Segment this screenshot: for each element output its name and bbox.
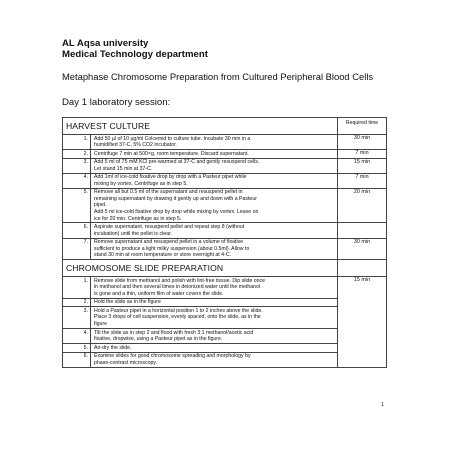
- step-text-line: sufficient to produce a light milky suspension (about 0.5ml). Allow to: [94, 245, 250, 252]
- protocol-table-body: [63, 118, 387, 368]
- step-time: 20 min: [338, 188, 387, 223]
- harvest-step-row: [63, 158, 387, 173]
- step-number: 1.: [63, 135, 91, 150]
- step-number: 4.: [63, 328, 91, 343]
- step-text-line: figure: [94, 321, 107, 328]
- step-text-line: pipet.: [94, 202, 107, 209]
- session-heading: Day 1 laboratory session:: [62, 97, 171, 108]
- step-number: 7.: [63, 238, 91, 260]
- step-text: [91, 298, 338, 307]
- slide-header-time-cell: [338, 260, 387, 277]
- step-number: 2.: [63, 298, 91, 307]
- step-text-line: phase-contrast microscopy.: [94, 359, 158, 366]
- step-text-line: Hold the slide as in the figure: [94, 299, 161, 306]
- step-time: 30 min: [338, 238, 387, 260]
- step-text-line: humidified 37◦C, 5% CO2 incubator.: [94, 142, 177, 149]
- document-title: Metaphase Chromosome Preparation from Cultured Peripheral Blood Cells: [62, 71, 374, 82]
- harvest-step-row: [63, 150, 387, 159]
- harvest-step-row: [63, 188, 387, 223]
- step-text-line: fixative, dropwise, using a Pasteur pipet as in the figure.: [94, 336, 223, 343]
- step-number: 2.: [63, 150, 91, 159]
- harvest-step-row: [63, 223, 387, 238]
- step-text-line: Remove slide from methanol and polish with lint-free tissue. Dip slide once: [94, 277, 265, 284]
- step-text: [91, 150, 338, 159]
- step-text-line: is gone and a thin, uniform film of water covers the slide.: [94, 290, 224, 297]
- step-text-line: Air-dry the slide.: [94, 344, 132, 351]
- step-number: 3.: [63, 307, 91, 329]
- page-number: 1: [381, 402, 385, 408]
- step-text-line: Hold a Pasteur pipet in a horizontal position 1 to 2 inches above the slide.: [94, 307, 263, 314]
- step-text-line: Centrifuge 7 min at 500×g, room temperature. Discard supernatant.: [94, 150, 249, 157]
- step-text-line: Add 5 ml of 75 mM KCl pre-warmed at 37◦C and gently resuspend cells.: [94, 159, 260, 166]
- slide-header-row: [63, 260, 387, 277]
- step-text-line: Tilt the slide as in step 2 and flood with fresh 3:1 methanol/acetic acid: [94, 329, 254, 336]
- required-time-header: Required time: [338, 118, 387, 135]
- protocol-table: [62, 117, 387, 368]
- step-time: 7 min: [338, 173, 387, 188]
- step-text: [91, 158, 338, 173]
- harvest-step-row: [63, 238, 387, 260]
- step-text-line: Place 3 drops of cell suspension, evenly spaced, onto the slide, as in the: [94, 314, 261, 321]
- slide-step-row: [63, 277, 387, 299]
- step-number: 1.: [63, 277, 91, 299]
- slide-section-time: 15 min: [338, 277, 387, 367]
- university-name: AL Aqsa university: [62, 38, 149, 49]
- step-text-line: in methanol and then several times in deionized water until the methanol: [94, 284, 261, 291]
- department-name: Medical Technology department: [62, 49, 208, 60]
- step-text: [91, 223, 338, 238]
- harvest-step-row: [63, 135, 387, 150]
- harvest-section-title: HARVEST CULTURE: [63, 118, 338, 135]
- step-text-line: Add 50 µl of 10 µg/ml Colcemid to culture tube. Incubate 30 min in a: [94, 135, 251, 142]
- step-time: 15 min: [338, 158, 387, 173]
- step-text: [91, 135, 338, 150]
- step-text: [91, 188, 338, 223]
- step-text-line: remaining supernatant by drawing it gently up and down with a Pasteur: [94, 195, 257, 202]
- step-number: 4.: [63, 173, 91, 188]
- step-number: 6.: [63, 352, 91, 367]
- step-text: [91, 307, 338, 329]
- step-text-line: Add 5 ml ice-cold fixative drop by drop while mixing by vortex. Leave on: [94, 209, 259, 215]
- harvest-step-row: [63, 173, 387, 188]
- harvest-header-row: [63, 118, 387, 135]
- step-text-line: Remove supernatant and resuspend pellet in a volume of fixative: [94, 239, 244, 246]
- step-time: [338, 223, 387, 238]
- step-text: [91, 344, 338, 353]
- step-text-line: stand 30 min at room temperature or store overnight at 4◦C.: [94, 252, 232, 259]
- step-text: [91, 277, 338, 299]
- step-number: 5.: [63, 188, 91, 223]
- step-text-line: Let stand 15 min at 37◦C.: [94, 165, 153, 172]
- step-text-line: Aspirate supernatant, resuspend pellet and repeat step 8 (without: [94, 224, 245, 231]
- step-text-line: Examine slides for good chromosome spreading and morphology by: [94, 353, 251, 360]
- step-number: 5.: [63, 344, 91, 353]
- step-text-line: mixing by vortex. Centrifuge as in step 5.: [94, 180, 188, 187]
- step-number: 3.: [63, 158, 91, 173]
- step-text: [91, 173, 338, 188]
- step-number: 6.: [63, 223, 91, 238]
- step-time: 7 min: [338, 150, 387, 159]
- step-text: [91, 352, 338, 367]
- step-text-line: ice for 20 min. Centrifuge as in step 5.: [94, 215, 182, 222]
- step-text-line: incubation) until the pellet is clear.: [94, 230, 172, 237]
- step-text-line: Remove all but 0.5 ml of the supernatant and resuspend pellet in: [94, 189, 243, 196]
- slide-section-title: CHROMOSOME SLIDE PREPARATION: [63, 260, 338, 277]
- step-text: [91, 238, 338, 260]
- step-text-line: Add 1ml of ice-cold fixative drop by drop with a Pasteur pipet while: [94, 174, 247, 181]
- step-text: [91, 328, 338, 343]
- step-time: 30 min: [338, 135, 387, 150]
